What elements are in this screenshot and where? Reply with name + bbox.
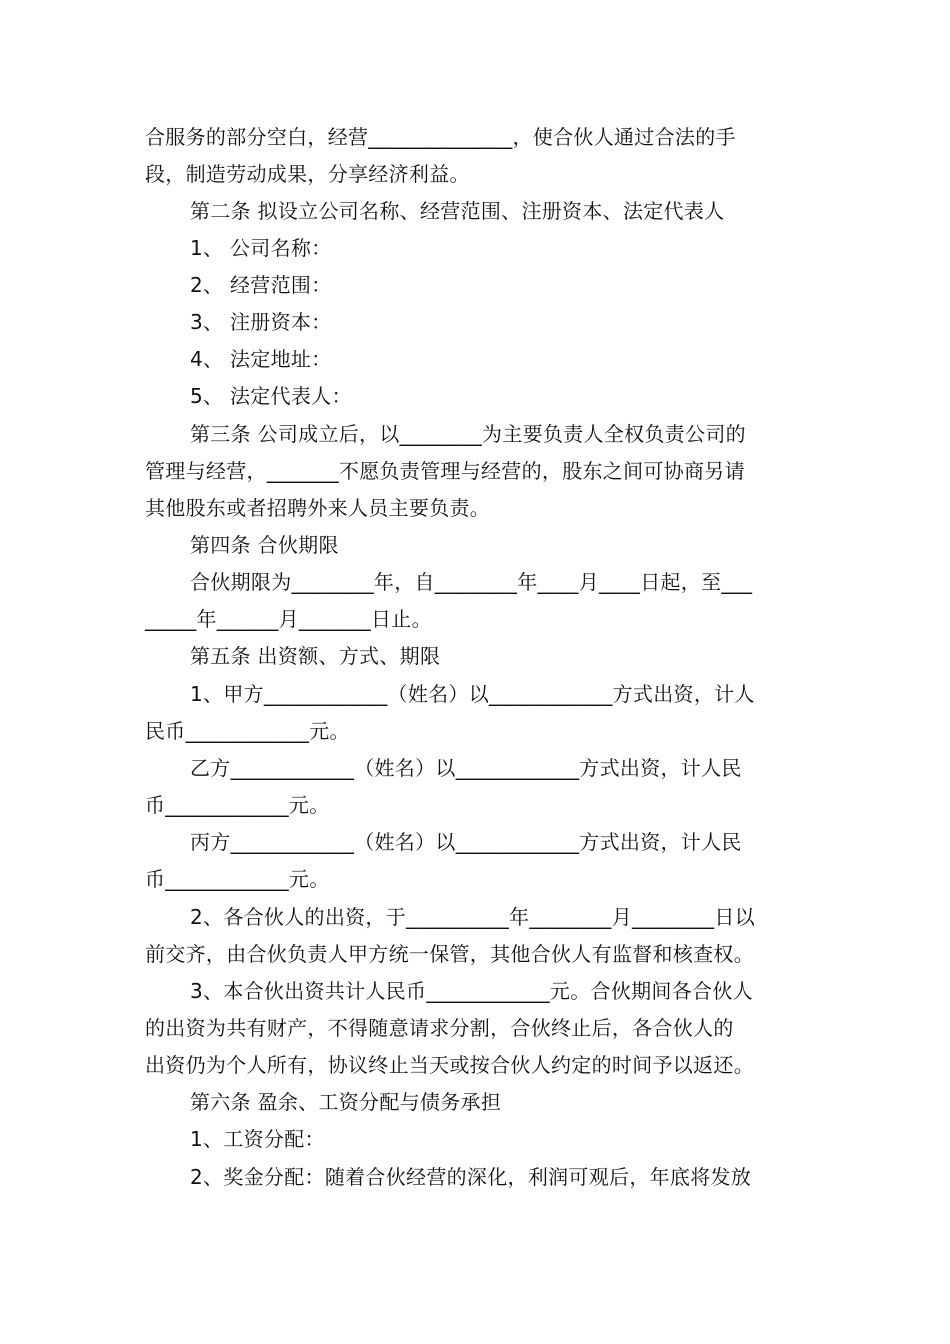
- party-c-contribution-line-2: 币____________元。: [145, 867, 330, 891]
- company-name-item: 1、 公司名称：: [190, 236, 332, 260]
- article-4-heading: 第四条 合伙期限: [190, 533, 339, 557]
- party-b-contribution-line-1: 乙方____________（姓名）以____________方式出资，计人民: [190, 756, 742, 780]
- bonus-distribution-item: 2、奖金分配：随着合伙经营的深化，利润可观后，年底将发放: [190, 1165, 752, 1189]
- wage-distribution-item: 1、工资分配：: [190, 1127, 325, 1151]
- registered-capital-item: 3、 注册资本：: [190, 310, 332, 334]
- party-b-contribution-line-2: 币____________元。: [145, 793, 330, 817]
- article-3-line-3: 其他股东或者招聘外来人员主要负责。: [145, 496, 491, 520]
- contribution-deadline-line-2: 前交齐，由合伙负责人甲方统一保管，其他合伙人有监督和核查权。: [145, 942, 754, 966]
- article-6-heading: 第六条 盈余、工资分配与债务承担: [190, 1090, 502, 1114]
- party-a-contribution-line-1: 1、甲方____________（姓名）以____________方式出资，计人: [190, 682, 755, 706]
- party-a-contribution-line-2: 民币____________元。: [145, 719, 350, 743]
- total-contribution-line-2: 的出资为共有财产，不得随意请求分割，合伙终止后，各合伙人的: [145, 1016, 734, 1040]
- business-scope-item: 2、 经营范围：: [190, 273, 332, 297]
- legal-representative-item: 5、 法定代表人：: [190, 384, 352, 408]
- partnership-term-line-1: 合伙期限为________年，自________年____月____日起，至___: [190, 570, 753, 594]
- party-c-contribution-line-1: 丙方____________（姓名）以____________方式出资，计人民: [190, 830, 742, 854]
- contribution-deadline-line-1: 2、各合伙人的出资，于__________年________月________日以: [190, 905, 756, 929]
- article-2-heading: 第二条 拟设立公司名称、经营范围、注册资本、法定代表人: [190, 199, 725, 223]
- document-line-1: 合服务的部分空白，经营______________，使合伙人通过合法的手: [145, 125, 736, 149]
- article-3-line-2: 管理与经营，_______不愿负责管理与经营的，股东之间可协商另请: [145, 459, 745, 483]
- partnership-term-line-2: _____年______月_______日止。: [145, 607, 432, 631]
- article-5-heading: 第五条 出资额、方式、期限: [190, 644, 441, 668]
- legal-address-item: 4、 法定地址：: [190, 347, 332, 371]
- article-3-line-1: 第三条 公司成立后，以________为主要负责人全权负责公司的: [190, 422, 746, 446]
- total-contribution-line-1: 3、本合伙出资共计人民币____________元。合伙期间各合伙人: [190, 979, 753, 1003]
- document-line-2: 段，制造劳动成果，分享经济利益。: [145, 162, 470, 186]
- total-contribution-line-3: 出资仍为个人所有，协议终止当天或按合伙人约定的时间予以返还。: [145, 1053, 754, 1077]
